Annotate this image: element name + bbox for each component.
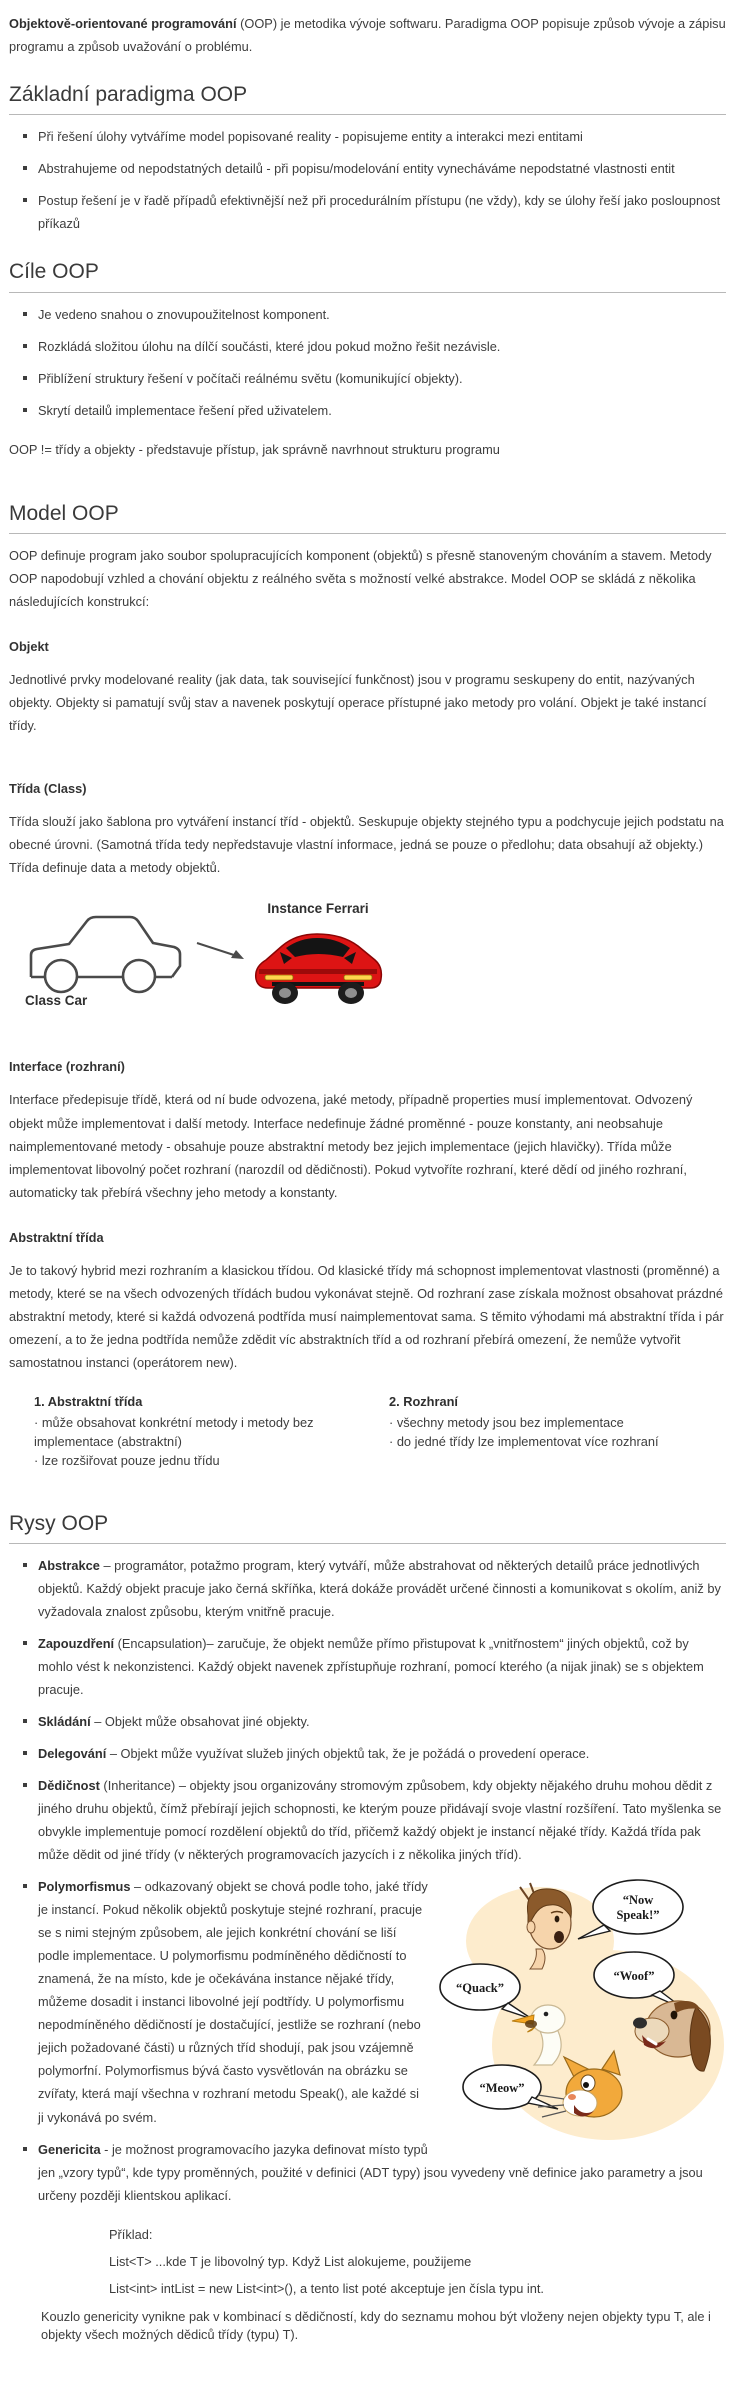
heading-model-oop: Model OOP bbox=[9, 501, 726, 534]
term-zapouzdreni: Zapouzdření bbox=[38, 1635, 115, 1651]
intro-bold-term: Objektově-orientované programování bbox=[9, 16, 237, 31]
svg-text:“Woof”: “Woof” bbox=[613, 1969, 655, 1984]
subheading-interface: Interface (rozhraní) bbox=[9, 1059, 125, 1075]
instance-ferrari-label: Instance Ferrari bbox=[267, 901, 369, 917]
svg-text:Speak!”: Speak!” bbox=[616, 1908, 660, 1923]
comparison-col2-title: 2. Rozhraní bbox=[389, 1393, 458, 1409]
list-item-zapouzdreni bbox=[38, 1632, 726, 1701]
list-item: Při řešení úlohy vytváříme model popisované reality - popisujeme entity a interakci mezi entitami bbox=[38, 125, 726, 148]
kouzlo-paragraph: Kouzlo genericity vynikne pak v kombinací s dědičností, kdy do seznamu mohou být vloženy nejen objekty typu T, ale i objekty všech možných dědiců třídy (typu) T). bbox=[41, 2308, 711, 2343]
list-item-delegovani bbox=[38, 1742, 726, 1765]
svg-text:“Now: “Now bbox=[622, 1893, 654, 1908]
term-text: – Objekt může obsahovat jiné objekty. bbox=[90, 1714, 310, 1729]
svg-text:“Quack”: “Quack” bbox=[456, 1981, 504, 1996]
list-item: Abstrahujeme od nepodstatných detailů - při popisu/modelování entity vynecháváme nepodstatné vlastnosti entit bbox=[38, 157, 726, 180]
priklad-block bbox=[109, 2223, 726, 2300]
comparison-col-rozhrani bbox=[389, 1392, 709, 1471]
list-item-polymorfismus bbox=[38, 1875, 726, 2128]
intro-rest: (OOP) je metodika vývoje softwaru. Paradigma OOP popisuje způsob vývoje a zápisu programu a způsob uvažování o problému. bbox=[9, 16, 726, 55]
svg-text:“Meow”: “Meow” bbox=[479, 2081, 525, 2096]
list-item: Rozkládá složitou úlohu na dílčí součásti, které jdou pokud možno řešit nezávisle. bbox=[38, 335, 726, 358]
interface-paragraph: Interface předepisuje třídě, která od ní bude odvozena, jaké metody, případně properties musí implementovat. Odvozený objekt může implementovat i další metody. Interface nedefinuje žádné proměnné - pouze konstanty, ani neobsahuje naimplementované metody - obsahuje pouze abstraktní metody bez jejich implementace (jejich hlavičky). Třída může implementovat libovolný počet rozhraní (narozdíl od dědičnosti). Pokud vytvoříte rozhraní, které dědí od jiného rozhraní, automaticky tak přebírá všechny jeho metody a konstanty. bbox=[9, 1092, 693, 1200]
heading-cile-oop: Cíle OOP bbox=[9, 259, 726, 292]
term-text: (Encapsulation)– zaručuje, že objekt nemůže přímo přistupovat k „vnitřnostem“ jiných objektů, což by mohlo vést k nekonzistenci. Každý objekt navenek zpřístupňuje rozhraní, pomocí kterého (a nijak jinak) se s objektem pracuje. bbox=[38, 1635, 704, 1697]
comparison-col1-line: · může obsahovat konkrétní metody i metody bez implementace (abstraktní) bbox=[34, 1415, 314, 1450]
term-text: (Inheritance) – objekty jsou organizovány stromovým způsobem, kdy objekty nějakého druhu mohou dědit z jiného druhu objektů, čímž přebírají jejich schopnosti, ke kterým pouze přidávají svoje vlastní rozšíření. Tato myšlenka se obvykle implementuje pomocí rozdělení objektů do tříd, přičemž každý objekt je instancí nějaké třídy. Každá třída pak může dědit od jiné třídy (v některých programovacích jazycích i z několika jiných tříd). bbox=[38, 1778, 722, 1863]
instance-ferrari-car-image bbox=[252, 927, 384, 1007]
term-text: – programátor, potažmo program, který vytváří, může abstrahovat od některých detailů práce jednotlivých objektů. Každý objekt pracuje jako černá skříňka, která dokáže provádět určené činnosti a komunikovat s okolím, aniž by vyžadovala znalost způsobu, kterým vnitřně pracuje. bbox=[38, 1557, 721, 1619]
comparison-col-abstraktni bbox=[34, 1392, 334, 1471]
comparison-col2-line: · všechny metody jsou bez implementace bbox=[389, 1415, 624, 1430]
term-skladani: Skládání bbox=[38, 1714, 91, 1729]
term-text: – Objekt může využívat služeb jiných objektů tak, že je požádá o provedení operace. bbox=[106, 1746, 590, 1762]
model-intro-paragraph: OOP definuje program jako soubor spolupracujících komponent (objektů) s přesně stanoveným chováním a stavem. Metody OOP napodobují vzhled a chování objektu z reálného světa s možností velké abstrakce. Model OOP se skládá z několika následujících konstrukcí: bbox=[9, 548, 712, 610]
list-item-dedicnost bbox=[38, 1774, 726, 1866]
polymorphism-animals-illustration bbox=[438, 1877, 726, 2141]
comparison-col2-line: · do jedné třídy lze implementovat více rozhraní bbox=[389, 1434, 659, 1450]
list-item: Je vedeno snahou o znovupoužitelnost komponent. bbox=[38, 303, 726, 326]
priklad-code-line: List<T> ...kde T je libovolný typ. Když List alokujeme, použijeme bbox=[109, 2253, 472, 2269]
subheading-objekt: Objekt bbox=[9, 639, 49, 655]
list-item-genericita bbox=[38, 2138, 726, 2207]
list-item: Přiblížení struktury řešení v počítači reálnému světu (komunikující objekty). bbox=[38, 367, 726, 390]
intro-paragraph bbox=[9, 12, 726, 58]
term-abstrakce: Abstrakce bbox=[38, 1557, 100, 1573]
speech-bubble-now-speak bbox=[578, 1880, 683, 1939]
class-car-outline-icon bbox=[23, 905, 191, 997]
comparison-col1-line: · lze rozšiřovat pouze jednu třídu bbox=[34, 1453, 220, 1469]
cile-list bbox=[9, 303, 726, 422]
oop-note-paragraph: OOP != třídy a objekty - představuje přístup, jak správně navrhnout strukturu programu bbox=[9, 441, 500, 457]
list-item-abstrakce bbox=[38, 1554, 726, 1623]
comparison-col1-title: 1. Abstraktní třída bbox=[34, 1393, 143, 1409]
objekt-paragraph: Jednotlivé prvky modelované reality (jak data, tak související funkčnost) jsou v programu seskupeny do entit, nazývaných objekty. Objekty si pamatují svůj stav a navenek poskytují operace přístupné jako metody pro volání. Objekt je také instancí třídy. bbox=[9, 672, 707, 734]
list-item: Postup řešení je v řadě případů efektivnější než při procedurálním přístupu (ne vždy), kdy se úlohy řeší jako posloupnost příkazů bbox=[38, 189, 726, 235]
abstraktni-paragraph: Je to takový hybrid mezi rozhraním a klasickou třídou. Od klasické třídy má schopnost implementovat vlastnosti (proměnné) a metody, které se na všech odvozených třídách budou vykonávat stejně. Od rozhraní zase získala možnost obsahovat prázdné abstraktní metody, které si každá odvozená podtřída musí naimplementovat sama. S těmito výhodami má abstraktní třída i pár omezení, a to že jedna podtřída nemůže zdědit víc abstraktních tříd a od rozhraní přebírá omezení, že nemůže vytvořit samostatnou instanci (operátorem new). bbox=[9, 1262, 724, 1370]
priklad-code-line: List<int> intList = new List<int>(), a tento list poté akceptuje jen čísla typu int. bbox=[109, 2280, 544, 2296]
subheading-trida: Třída (Class) bbox=[9, 781, 87, 797]
term-dedicnost: Dědičnost bbox=[38, 1778, 100, 1794]
rysy-list bbox=[9, 1554, 726, 2207]
term-delegovani: Delegování bbox=[38, 1746, 107, 1762]
term-text: - je možnost programovacího jazyka definovat místo typů jen „vzory typů“, kde typy proměnných, použité v definici (ADT typy) jsou vyvedeny vně definice jako parametry a jsou určeny později klientskou aplikací. bbox=[38, 2141, 703, 2203]
heading-rysy-oop: Rysy OOP bbox=[9, 1511, 726, 1544]
arrow-icon bbox=[195, 939, 247, 965]
heading-zakladni-paradigma: Základní paradigma OOP bbox=[9, 82, 726, 115]
priklad-label: Příklad: bbox=[109, 2226, 153, 2242]
trida-paragraph: Třída slouží jako šablona pro vytváření instancí tříd - objektů. Seskupuje objekty stejného typu a podchycuje jejich podstatu na obecné úrovni. (Samotná třída tedy nepředstavuje vlastní informace, jedná se pouze o předlohu; data obsahují až objekty.) Třída definuje data a metody objektů. bbox=[9, 814, 724, 876]
term-text: – odkazovaný objekt se chová podle toho, jaké třídy je instancí. Pokud několik objektů poskytuje stejné rozhraní, pracuje se s nimi stejným způsobem, ale jejich konkrétní chování se liší podle implementace. U polymorfismu podmíněného dědičností to znamená, že na místo, kde je očekávána instance nějaké třídy, můžeme dosadit i instanci libovolné její podtřídy. U polymorfismu nepodmíněného dědičností je dostačující, jestliže se rozhraní (nebo jejich požadované části) u různých tříd shodují, pak jsou vzájemně polymorfní. Polymorfismus bývá často vysvětlován na obrázku se zvířaty, která mají všechna v rozhraní metodu Speak(), ale každé si ji vykonává po svém. bbox=[38, 1879, 428, 2125]
class-car-label: Class Car bbox=[25, 993, 88, 1009]
list-item: Skrytí detailů implementace řešení před uživatelem. bbox=[38, 399, 726, 422]
paradigma-list bbox=[9, 125, 726, 235]
subheading-abstraktni-trida: Abstraktní třída bbox=[9, 1229, 104, 1245]
class-instance-figure bbox=[9, 891, 726, 1033]
term-genericita: Genericita bbox=[38, 2141, 101, 2157]
list-item-skladani bbox=[38, 1710, 726, 1733]
animals-speak-image bbox=[438, 1877, 726, 2141]
term-polymorfismus: Polymorfismus bbox=[38, 1879, 131, 1895]
comparison-columns bbox=[9, 1392, 726, 1471]
